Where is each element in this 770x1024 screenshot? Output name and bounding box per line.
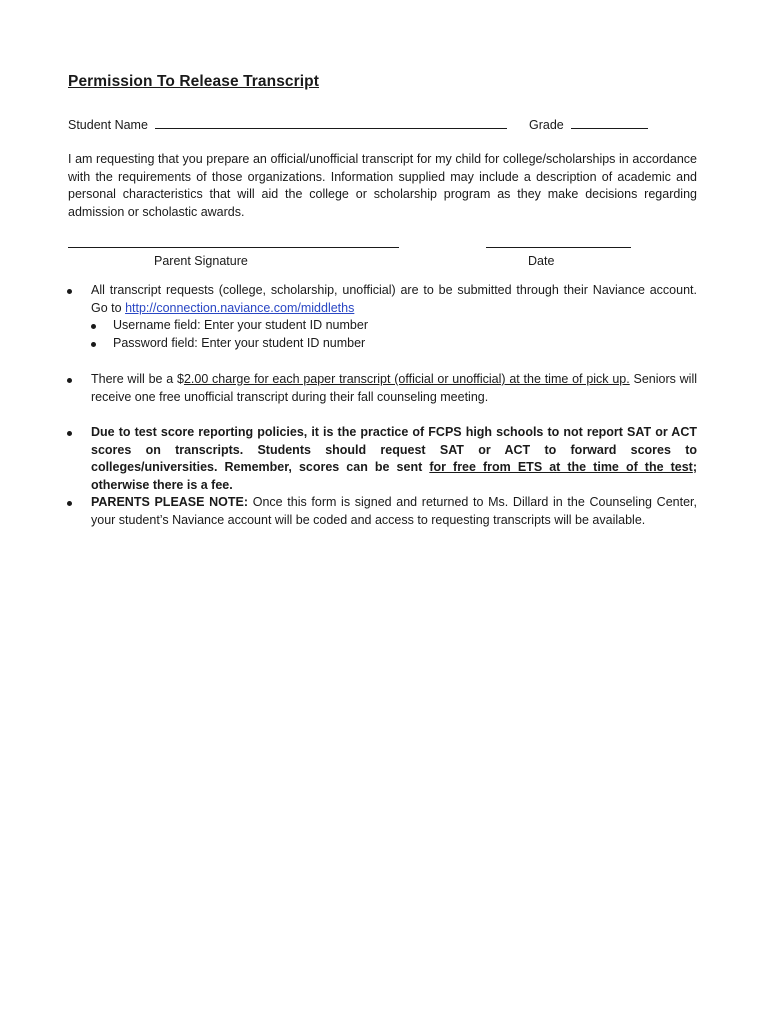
bullet-parents-note	[91, 494, 697, 529]
naviance-link[interactable]: http://connection.naviance.com/middleths	[125, 300, 355, 315]
bullet-charge	[91, 371, 697, 406]
grade-row	[529, 116, 648, 134]
charge-lead: There will be a $	[91, 372, 184, 386]
grade-field[interactable]	[571, 116, 648, 129]
page-title: Permission To Release Transcript	[68, 73, 320, 90]
parents-note-lead: PARENTS PLEASE NOTE:	[91, 495, 249, 509]
parents-note-text: Once this form is signed and returned to Ms. Dillard in the Counseling Center, your student’s Naviance account will be coded and access to requesting transcripts will be available.	[91, 495, 697, 527]
username-instruction: Username field: Enter your student ID number	[113, 318, 368, 332]
naviance-text: All transcript requests (college, scholarship, unofficial) are to be submitted through their Naviance account. Go to	[91, 283, 697, 315]
bullet-test-scores	[91, 424, 697, 494]
bullet-icon	[67, 289, 72, 294]
bullet-icon	[91, 324, 96, 329]
student-name-field[interactable]	[155, 116, 507, 129]
parent-signature-label: Parent Signature	[154, 254, 248, 268]
scores-text: Due to test score reporting policies, it is the practice of FCPS high schools to not report SAT or ACT scores on transcripts. Students should request SAT or ACT to forward scores to colleges/universities. Remember, scores can be sent	[91, 425, 697, 475]
bullet-naviance	[91, 282, 697, 317]
scores-underlined: for free from ETS at the time of the test	[429, 460, 693, 475]
date-label: Date	[528, 254, 555, 268]
password-instruction: Password field: Enter your student ID number	[113, 336, 366, 350]
bullet-icon	[67, 378, 72, 383]
charge-underlined: 2.00 charge for each paper transcript (official or unofficial) at the time of pick up.	[183, 372, 630, 386]
student-name-label: Student Name	[68, 118, 148, 132]
parent-signature-field[interactable]	[68, 247, 399, 248]
bullet-icon	[67, 431, 72, 436]
student-name-row	[68, 116, 507, 134]
charge-rest: Seniors will receive one free unofficial transcript during their fall counseling meeting.	[91, 372, 698, 404]
grade-label: Grade	[529, 118, 564, 132]
scores-end: ; otherwise there is a fee.	[91, 460, 697, 492]
intro-paragraph: I am requesting that you prepare an official/unofficial transcript for my child for college/scholarships in accordance with the requirements of those organizations. Information supplied may include a description of academic and personal characteristics that will aid the college or scholarship program as they make decisions regarding admission or scholastic awards.	[68, 152, 697, 219]
bullet-icon	[91, 342, 96, 347]
date-field[interactable]	[486, 247, 631, 248]
bullet-icon	[67, 501, 72, 506]
